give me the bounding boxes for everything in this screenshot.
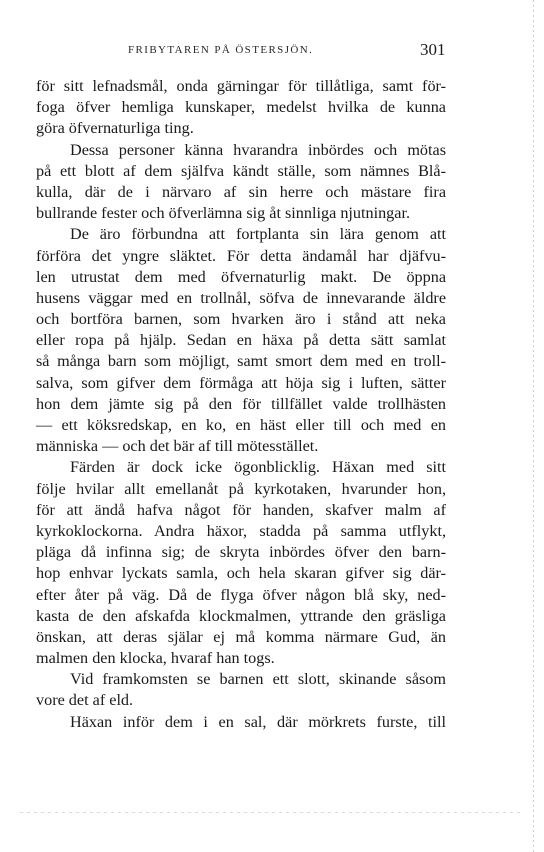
text-line: göra öfvernaturliga ting.	[36, 119, 194, 138]
text-line: eller ropa på hjälp. Sedan en häxa på detta sätt samlat	[36, 331, 446, 350]
page-number: 301	[420, 40, 446, 59]
text-line: — ett köksredskap, en ko, en häst eller till och med en	[36, 416, 446, 434]
text-line: så många barn som möjligt, samt smort dem med en troll-	[36, 352, 446, 371]
text-line: salva, som gifver dem förmåga att höja sig i luften, sätter	[36, 373, 446, 392]
text-line: önskan, att deras själar ej må komma närmare Gud, än	[36, 627, 446, 646]
text-line: kasta de den afskafda klockmalmen, yttrande den gräsliga	[36, 606, 446, 625]
text-line: Vid framkomsten se barnen ett slott, skinande såsom	[70, 670, 446, 689]
text-line: hop enhvar lyckats samla, och hela skaran gifver sig där-	[36, 564, 446, 583]
text-line: malmen den klocka, hvaraf han togs.	[36, 649, 275, 668]
text-line: för att ändå hafva något för handen, skafver malm af	[36, 500, 446, 519]
text-line: bullrande fester och öfverlämna sig åt sinnliga njutningar.	[36, 204, 411, 223]
text-line: på ett blott af dem själfva kändt ställe, som nämnes Blå-	[36, 161, 446, 180]
text-line: kyrkoklockorna. Andra häxor, stadda på samma utflykt,	[36, 521, 446, 540]
text-line: foga öfver hemliga kunskaper, medelst hvilka de kunna	[36, 98, 446, 117]
text-line: len utrustat dem med öfvernaturlig makt. De öppna	[36, 267, 446, 286]
text-line: Dessa personer känna hvarandra inbördes och mötas	[70, 140, 446, 159]
text-line: Färden är dock icke ögonblicklig. Häxan med sitt	[70, 458, 446, 477]
body-text	[36, 76, 446, 733]
text-line: för sitt lefnadsmål, onda gärningar för tillåtliga, samt för-	[36, 77, 446, 95]
scan-edge-mark	[20, 812, 524, 813]
text-line: efter åter på väg. Då de flyga öfver någon blå sky, ned-	[36, 585, 446, 604]
text-line: hon dem jämte sig på den för tillfället valde trollhästen	[36, 394, 446, 413]
text-line: kulla, där de i närvaro af sin herre och mästare fira	[36, 182, 446, 201]
text-line: husens väggar med en trollnål, söfva de innevarande äldre	[36, 288, 446, 307]
running-title: FRIBYTAREN PÅ ÖSTERSJÖN.	[128, 44, 314, 56]
text-line: förföra det yngre släktet. För detta ändamål har djäfvu-	[36, 246, 446, 265]
text-line: pläga då infinna sig; de skryta inbördes öfver den barn-	[36, 543, 446, 562]
text-line: Häxan inför dem i en sal, där mörkrets furste, till	[70, 712, 446, 731]
page-edge-mark	[533, 0, 534, 852]
text-line: och bortföra barnen, som hvarken äro i stånd att neka	[36, 310, 446, 329]
text-line: vore det af eld.	[36, 691, 134, 710]
text-line: människa — och det bär af till mötesstället.	[36, 437, 319, 456]
text-line: De äro förbundna att fortplanta sin lära genom att	[70, 225, 446, 244]
text-line: följe hvilar allt emellanåt på kyrkotaken, hvarunder hon,	[36, 479, 446, 498]
